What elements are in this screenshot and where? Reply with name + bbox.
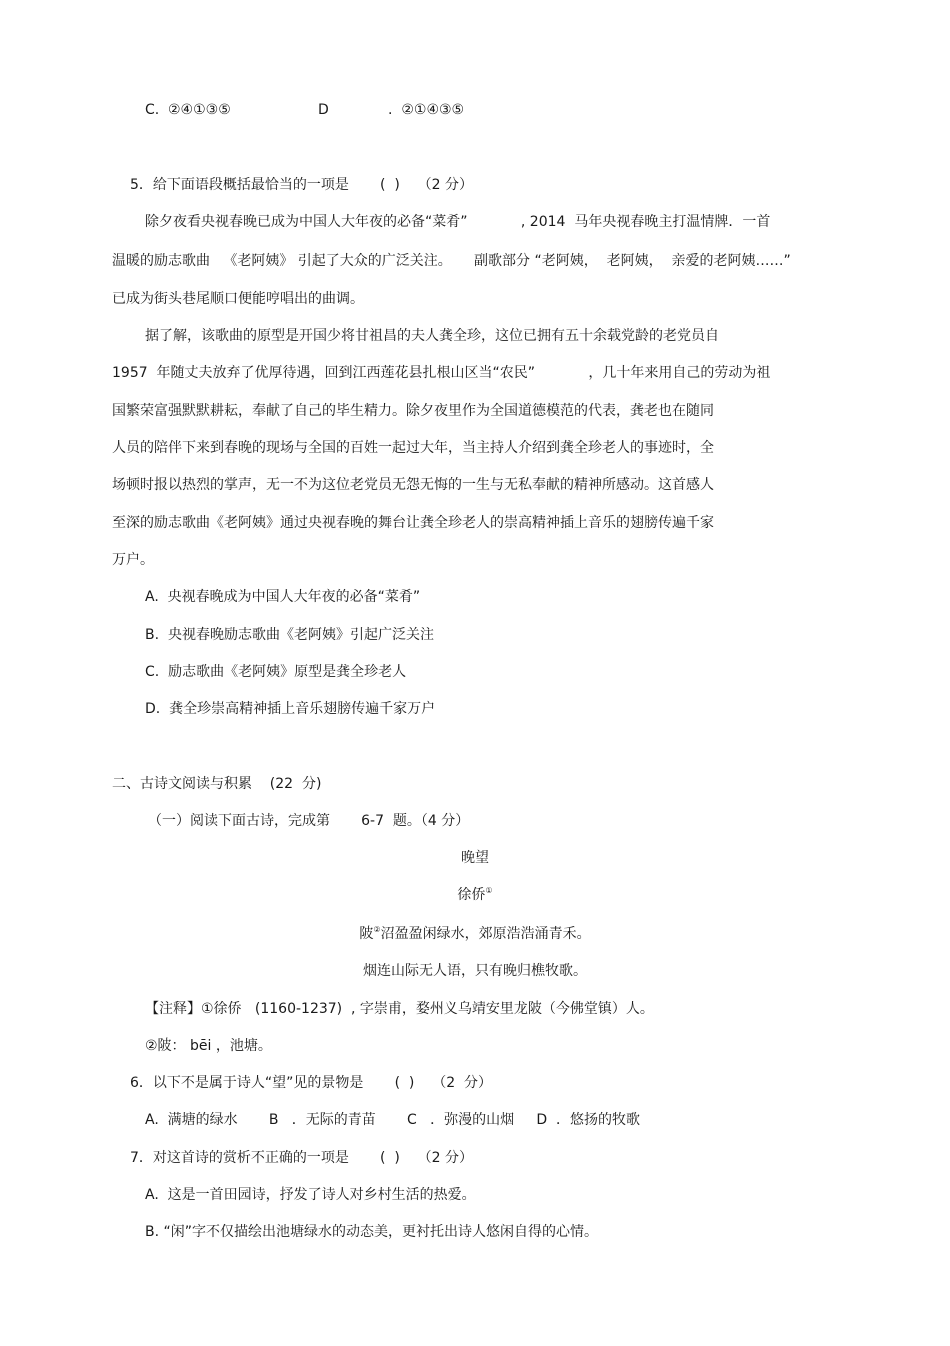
poem-line-1: 陂②沼盈盈闲绿水，郊原浩浩涌青禾。 — [359, 925, 591, 942]
q4-option-d-text: . ②①④③⑤ — [388, 102, 465, 118]
q4-option-d-label: D — [318, 102, 329, 118]
q5-paragraph-line: 至深的励志歌曲《老阿姨》通过央视春晚的舞台让龚全珍老人的崇高精神插上音乐的翅膀传遍千家 — [112, 515, 714, 531]
q5-paragraph-line: 温暖的励志歌曲 《老阿姨》 引起了大众的广泛关注。 副歌部分 “老阿姨， 老阿姨， 亲爱的老阿姨……” — [112, 253, 791, 269]
q5-option-a: A. 央视春晚成为中国人大年夜的必备“菜肴” — [145, 589, 421, 605]
q5-paragraph-line: 据了解，该歌曲的原型是开国少将甘祖昌的夫人龚全珍，这位已拥有五十余载党龄的老党员自 — [145, 328, 719, 344]
q5-paragraph-line: 万户。 — [112, 552, 154, 568]
q5-paragraph-line: 场顿时报以热烈的掌声，无一不为这位老党员无怨无悔的一生与无私奉献的精神所感动。这首感人 — [112, 477, 714, 493]
q7-stem: 7．对这首诗的赏析不正确的一项是 ( ) （2 分） — [130, 1150, 474, 1166]
q5-paragraph-line: 国繁荣富强默默耕耘，奉献了自己的毕生精力。除夕夜里作为全国道德模范的代表，龚老也在随同 — [112, 403, 714, 419]
section-sub-heading: （一）阅读下面古诗，完成第 6-7 题。（4 分） — [148, 813, 470, 829]
q5-option-d: D. 龚全珍崇高精神插上音乐翅膀传遍千家万户 — [145, 701, 436, 717]
q5-paragraph-line: 除夕夜看央视春晚已成为中国人大年夜的必备“菜肴” , 2014 马年央视春晚主打温情牌．一首 — [145, 214, 771, 230]
q6-stem: 6．以下不是属于诗人“望”见的景物是 ( ) （2 分） — [130, 1075, 492, 1091]
footnote-mark: ② — [373, 925, 381, 934]
poem-note: 【注释】①徐侨 (1160-1237) , 字崇甫，婺州义乌靖安里龙陂（今佛堂镇）人。 — [145, 1001, 654, 1017]
q4-option-c-text: ②④①③⑤ — [168, 102, 231, 118]
q5-stem: 5．给下面语段概括最恰当的一项是 ( ) （2 分） — [130, 177, 474, 193]
q7-option-b: B. “闲”字不仅描绘出池塘绿水的动态美，更衬托出诗人悠闲自得的心情。 — [145, 1224, 599, 1240]
q5-option-b: B. 央视春晚励志歌曲《老阿姨》引起广泛关注 — [145, 627, 434, 643]
poem-title: 晚望 — [461, 850, 489, 866]
q5-option-c: C. 励志歌曲《老阿姨》原型是龚全珍老人 — [145, 664, 407, 680]
poem-note: ②陂： bēi ，池塘。 — [145, 1038, 272, 1054]
q5-paragraph-line: 已成为街头巷尾顺口便能哼唱出的曲调。 — [112, 291, 364, 307]
q5-paragraph-line: 人员的陪伴下来到春晚的现场与全国的百姓一起过大年，当主持人介绍到龚全珍老人的事迹时，全 — [112, 440, 714, 456]
footnote-mark: ① — [485, 886, 493, 895]
poem-author: 徐侨① — [457, 886, 493, 903]
q7-option-a: A. 这是一首田园诗，抒发了诗人对乡村生活的热爱。 — [145, 1187, 476, 1203]
section-heading: 二、古诗文阅读与积累 (22 分) — [112, 776, 322, 792]
q6-options: A. 满塘的绿水 B ．无际的青苗 C ．弥漫的山烟 D ．悠扬的牧歌 — [145, 1112, 640, 1128]
q5-paragraph-line: 1957 年随丈夫放弃了优厚待遇，回到江西莲花县扎根山区当“农民” ，几十年来用自己的劳动为祖 — [112, 365, 771, 381]
q4-option-c-label: C. — [145, 102, 160, 118]
poem-line-2: 烟连山际无人语，只有晚归樵牧歌。 — [363, 963, 587, 979]
